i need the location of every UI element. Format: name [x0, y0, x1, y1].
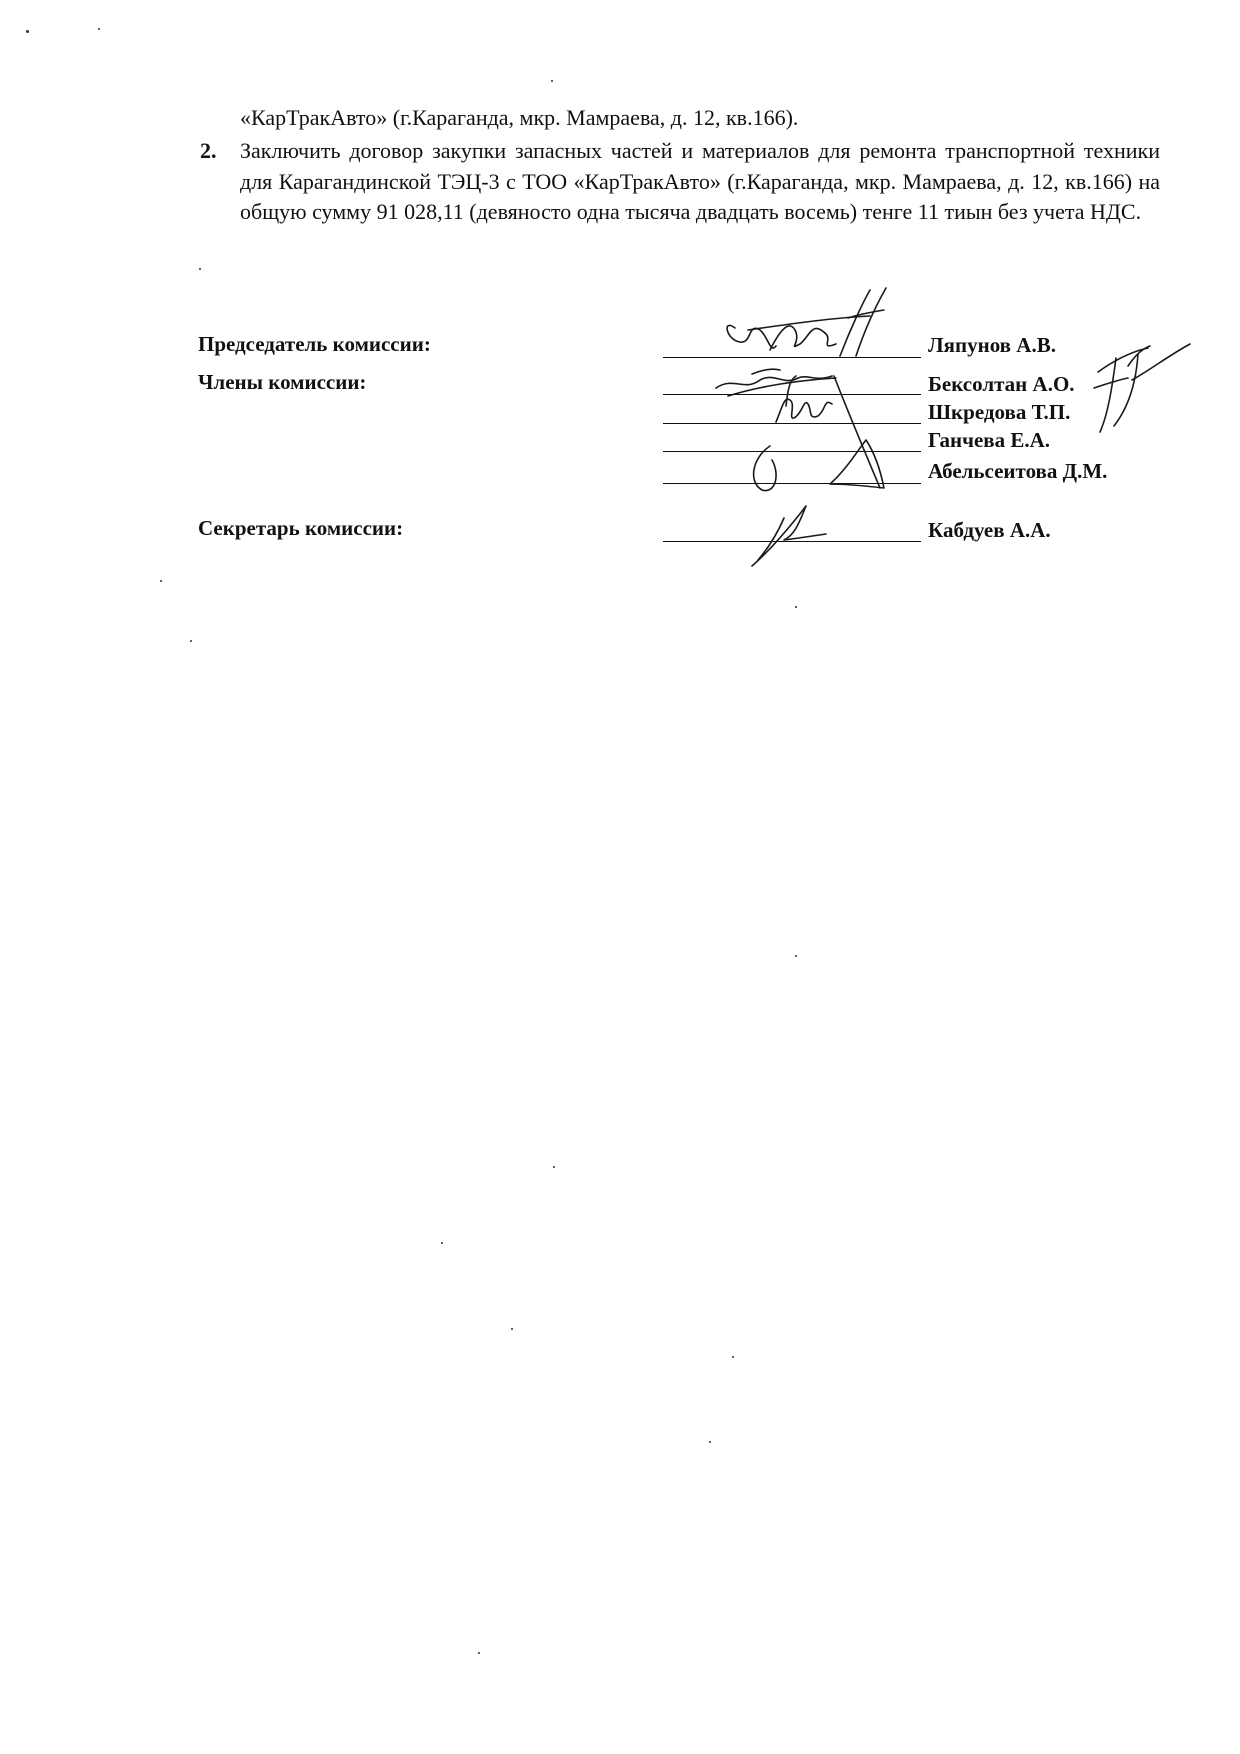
scan-speck	[190, 640, 192, 642]
list-item-text: Заключить договор закупки запасных частей и материалов для ремонта транспортной техники для Карагандинской ТЭЦ-3 с ТОО «КарТракАвто» (г.Караганда, мкр. Мамраева, д. 12, кв.166) на общую сумму 91 028,11 (девяносто одна тысяча двадцать восемь) тенге 11 тиын без учета НДС.	[240, 138, 1160, 224]
scan-speck	[795, 606, 797, 608]
member-signature	[830, 440, 884, 488]
scan-speck	[553, 1166, 555, 1168]
member-signature	[1094, 344, 1190, 432]
chairman-signature	[727, 288, 886, 356]
members-label: Члены комиссии:	[198, 370, 367, 394]
scan-speck	[709, 1441, 711, 1443]
secretary-name: Кабдуев А.А.	[928, 518, 1051, 542]
scan-speck	[478, 1652, 480, 1654]
member-signature	[754, 446, 776, 491]
handwritten-signatures	[0, 0, 1240, 600]
secretary-label: Секретарь комиссии:	[198, 516, 404, 540]
member-name: Ганчева Е.А.	[928, 428, 1051, 452]
secretary-signature	[752, 506, 826, 566]
scan-speck	[511, 1328, 513, 1330]
member-name: Абельсеитова Д.М.	[928, 459, 1108, 483]
continuation-paragraph: «КарТракАвто» (г.Караганда, мкр. Мамраева, д. 12, кв.166).	[240, 105, 799, 130]
list-item-number: 2.	[200, 138, 217, 163]
member-name: Бексолтан А.О.	[928, 372, 1075, 396]
scan-speck	[441, 1242, 443, 1244]
member-signature	[776, 376, 880, 488]
chairman-label: Председатель комиссии:	[198, 332, 431, 356]
scan-speck	[732, 1356, 734, 1358]
member-signature	[716, 369, 836, 396]
chairman-name: Ляпунов А.В.	[928, 333, 1056, 357]
member-name: Шкредова Т.П.	[928, 400, 1071, 424]
scan-speck	[795, 955, 797, 957]
